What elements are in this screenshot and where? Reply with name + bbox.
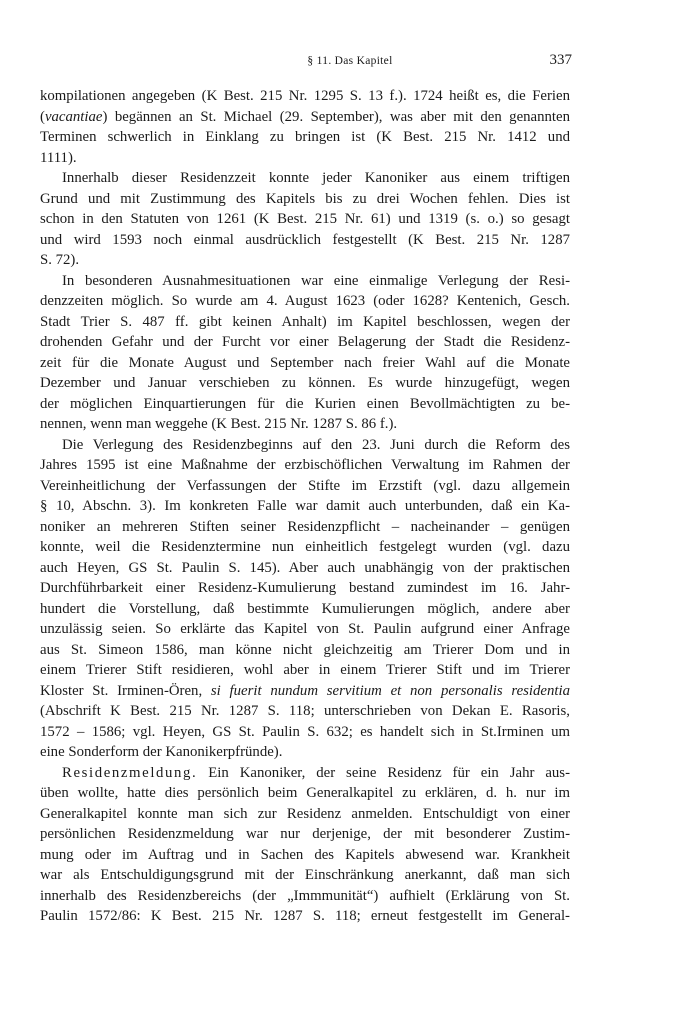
text-line: S. 72). <box>40 252 80 268</box>
text-line: Dezember und Januar verschieben zu können. Es wurde hinzugefügt, wegen <box>40 375 570 391</box>
text-line: einem Trierer Stift residieren, wohl aber in einem Trierer Stift und im Trierer <box>40 662 570 678</box>
text-line: hundert die Vorstellung, daß bestimmte Kumulierungen möglich, andere aber <box>40 600 570 617</box>
text-line <box>40 681 570 702</box>
text-line: nennen, wenn man weggehe (K Best. 215 Nr. 1287 S. 86 f.). <box>40 416 398 432</box>
text-line: noniker an mehreren Stiften seiner Residenzpflicht – nacheinander – genügen <box>40 518 570 535</box>
page-number: 337 <box>549 52 572 68</box>
text-fragment: ) begännen an St. Michael (29. September), was aber mit den genannten <box>102 108 570 125</box>
text-line: Terminen schwerlich in Einklang zu bringen ist (K Best. 215 Nr. 1412 und <box>40 129 570 145</box>
text-line: persönlichen Residenzmeldung war nur derjenige, der mit besonderer Zustim- <box>40 826 570 842</box>
text-line: drohenden Gefahr und der Furcht vor einer Belagerung der Stadt die Residenz- <box>40 334 570 350</box>
text-line: der möglichen Einquartierungen für die Kurien einen Bevollmächtigten zu be- <box>40 395 570 412</box>
latin-quote: vacantiae <box>44 108 103 125</box>
text-line: (Abschrift K Best. 215 Nr. 1287 S. 118; unterschrieben von Dekan E. Rasoris, <box>40 703 570 719</box>
text-line: Grund und mit Zustimmung des Kapitels bis zu drei Wochen fehlen. Dies ist <box>40 190 570 207</box>
text-line: aus St. Simeon 1586, man könne nicht gleichzeitig am Trierer Dom und in <box>40 641 570 658</box>
text-line: kompilationen angegeben (K Best. 215 Nr. 1295 S. 13 f.). 1724 heißt es, die Ferien <box>40 88 570 104</box>
text-line: Die Verlegung des Residenzbeginns auf den 23. Juni durch die Reform des <box>62 436 570 453</box>
text-line: In besonderen Ausnahmesituationen war eine einmalige Verlegung der Resi- <box>62 272 570 289</box>
text-line: und wird 1593 noch einmal ausdrücklich festgestellt (K Best. 215 Nr. 1287 <box>40 231 570 248</box>
text-line: zeit für die Monate August und September nach freier Wahl auf die Monate <box>40 354 570 371</box>
section-keyword: Residenzmeldung. <box>62 764 198 781</box>
text-line: Durchführbarkeit einer Residenz-Kumulierung bestand zumindest im 16. Jahr- <box>40 580 570 596</box>
text-line: 1572 – 1586; vgl. Heyen, GS St. Paulin S. 632; es handelt sich in St.Irminen um <box>40 723 570 740</box>
text-line: üben wollte, hatte dies persönlich beim Generalkapitel zu erklären, d. h. nur im <box>40 785 570 801</box>
text-fragment: ( <box>40 108 45 125</box>
text-line: Jahres 1595 ist eine Maßnahme der erzbischöflichen Verwaltung im Rahmen der <box>40 457 570 473</box>
text-line: Generalkapitel konnte man sich zur Residenz anmelden. Entschuldigt von einer <box>40 805 570 822</box>
text-line: innerhalb des Residenzbereichs (der „Immmunität“) aufhielt (Erklärung von St. <box>40 887 570 904</box>
text-line: unzulässig seien. So erklärte das Kapitel von St. Paulin aufgrund einer Anfrage <box>40 621 570 637</box>
text-line: Vereinheitlichung der Verfassungen der Stifte im Erzstift (vgl. dazu allgemein <box>40 477 570 494</box>
text-line: konnte, weil die Residenztermine nun einheitlich festgelegt wurden (vgl. dazu <box>40 539 570 555</box>
text-line: Stadt Trier S. 487 ff. gibt keinen Anhalt) im Kapitel beschlossen, wegen der <box>40 313 570 330</box>
text-line: Innerhalb dieser Residenzzeit konnte jeder Kanoniker aus einem triftigen <box>62 170 570 186</box>
text-line: Paulin 1572/86: K Best. 215 Nr. 1287 S. 118; erneut festgestellt im General- <box>40 908 570 924</box>
body-text <box>40 86 570 927</box>
text-line <box>40 107 570 128</box>
text-line: denzzeiten möglich. So wurde am 4. August 1623 (oder 1628? Kentenich, Gesch. <box>40 293 570 309</box>
text-fragment: Ein Kanoniker, der seine Residenz für ein Jahr aus- <box>197 764 570 781</box>
text-line: 1111). <box>40 149 77 166</box>
text-line <box>40 763 570 784</box>
text-line: § 10, Abschn. 3). Im konkreten Falle war damit auch unterbunden, daß ein Ka- <box>40 498 570 514</box>
latin-quote: si fuerit nundum servitium et non personalis residentia <box>210 682 570 699</box>
text-line: schon in den Statuten von 1261 (K Best. 215 Nr. 61) und 1319 (s. o.) so gesagt <box>40 211 570 227</box>
text-line: war als Entschuldigungsgrund mit der Einschränkung anerkannt, daß man sich <box>40 867 570 883</box>
text-line: eine Sonderform der Kanonikerpfründe). <box>40 744 283 760</box>
running-title: § 11. Das Kapitel <box>307 55 393 67</box>
running-head <box>0 52 700 72</box>
text-line: auch Heyen, GS St. Paulin S. 145). Aber auch unabhängig von der praktischen <box>40 559 570 576</box>
text-fragment: Kloster St. Irminen-Ören, <box>40 682 211 699</box>
text-line: mung oder im Auftrag und in Sachen des Kapitels abwesend war. Krankheit <box>40 846 570 863</box>
